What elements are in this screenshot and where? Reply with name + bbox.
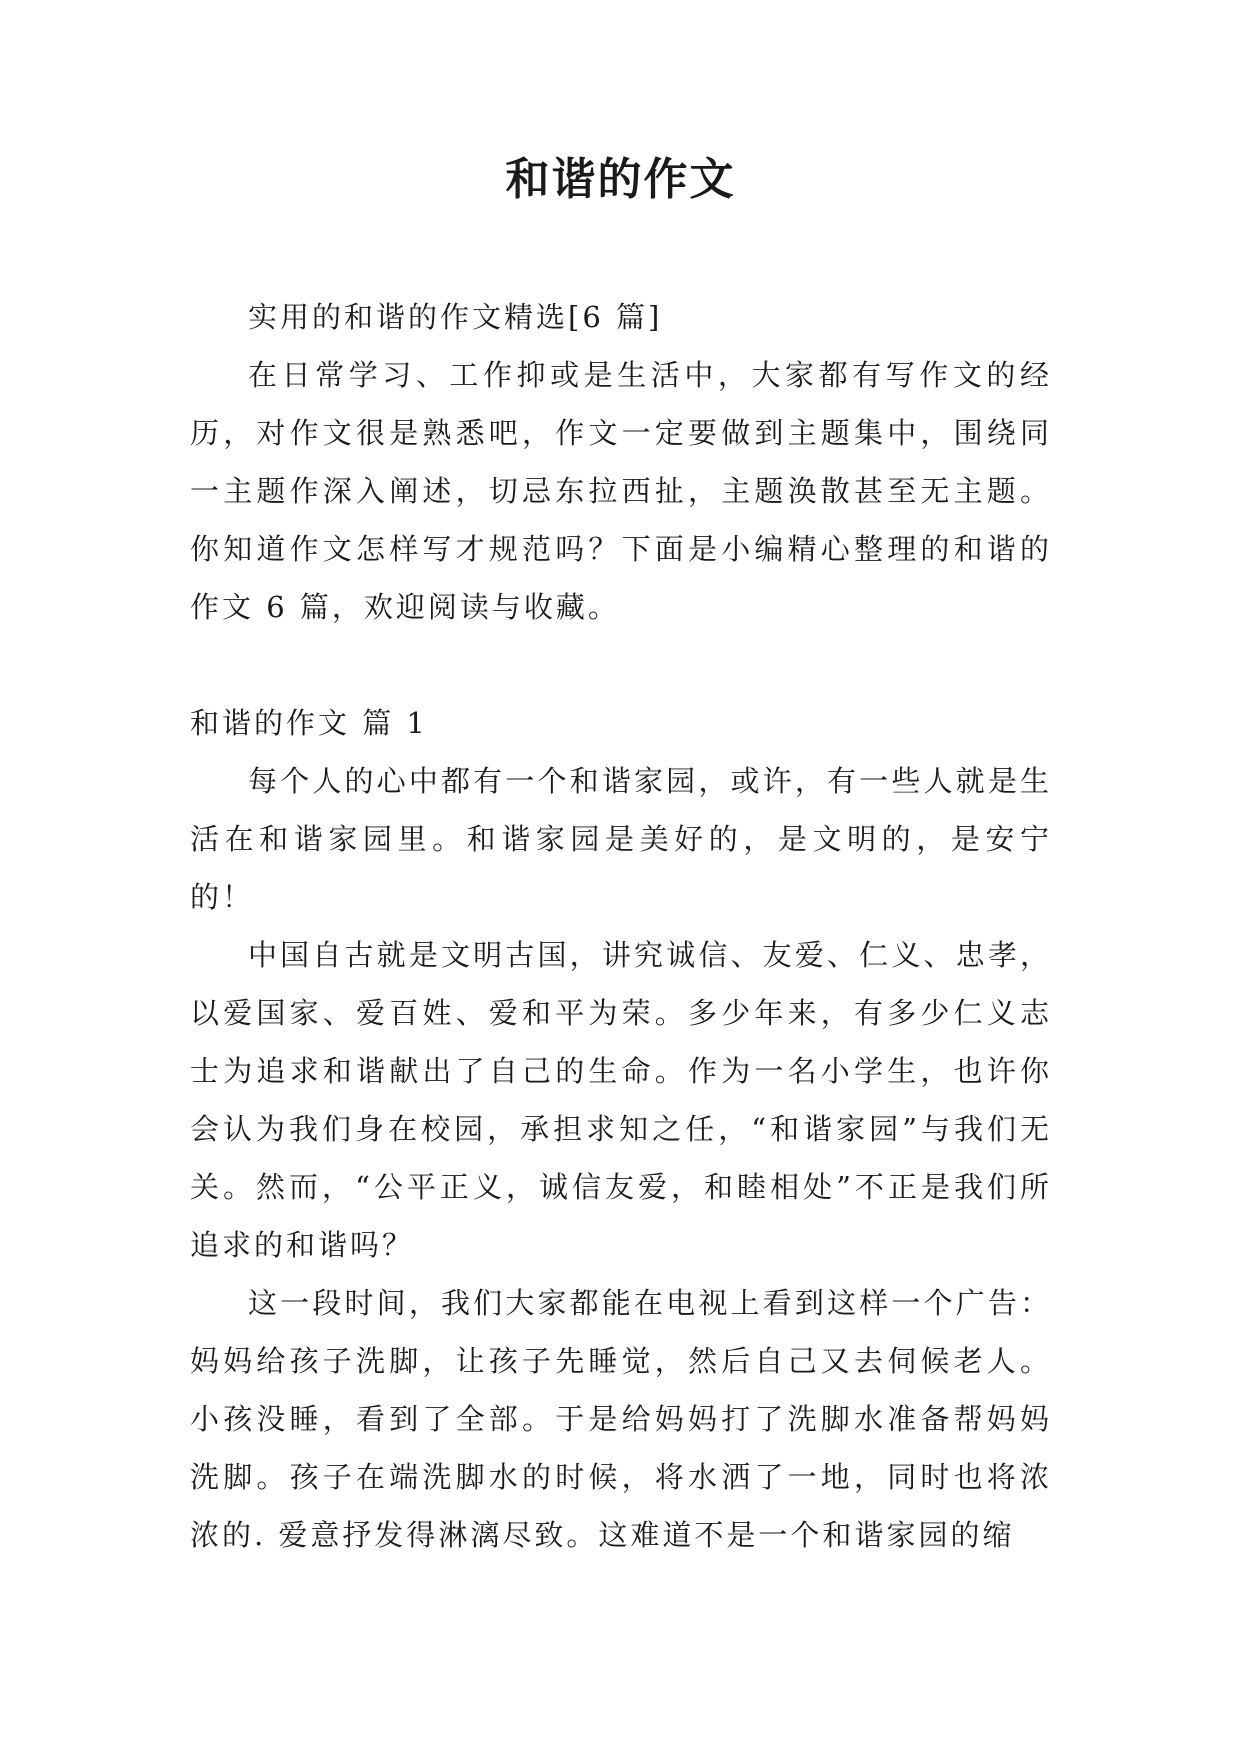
section-paragraph: 每个人的心中都有一个和谐家园，或许，有一些人就是生活在和谐家园里。和谐家园是美好的，是文明的，是安宁的！ [190, 764, 1052, 914]
section-paragraph: 这一段时间，我们大家都能在电视上看到这样一个广告：妈妈给孩子洗脚，让孩子先睡觉，然后自己又去伺候老人。小孩没睡，看到了全部。于是给妈妈打了洗脚水准备帮妈妈洗脚。孩子在端洗脚水的时候，将水洒了一地，同时也将浓浓的. 爱意抒发得淋漓尽致。这难道不是一个和谐家园的缩 [190, 1286, 1052, 1552]
section-heading: 和谐的作文 篇 1 [190, 706, 428, 740]
section-1 [190, 694, 1052, 1564]
section-paragraph: 中国自古就是文明古国，讲究诚信、友爱、仁义、忠孝，以爱国家、爱百姓、爱和平为荣。多少年来，有多少仁义志士为追求和谐献出了自己的生命。作为一名小学生，也许你会认为我们身在校园，承担求知之任，“和谐家园”与我们无关。然而，“公平正义，诚信友爱，和睦相处”不正是我们所追求的和谐吗？ [190, 938, 1052, 1262]
intro-block [190, 288, 1052, 636]
intro-subtitle: 实用的和谐的作文精选[6 篇] [248, 300, 663, 334]
page-title: 和谐的作文 [505, 154, 736, 205]
intro-paragraph: 在日常学习、工作抑或是生活中，大家都有写作文的经历，对作文很是熟悉吧，作文一定要做到主题集中，围绕同一主题作深入阐述，切忌东拉西扯，主题涣散甚至无主题。你知道作文怎样写才规范吗？下面是小编精心整理的和谐的作文 6 篇，欢迎阅读与收藏。 [190, 358, 1052, 624]
